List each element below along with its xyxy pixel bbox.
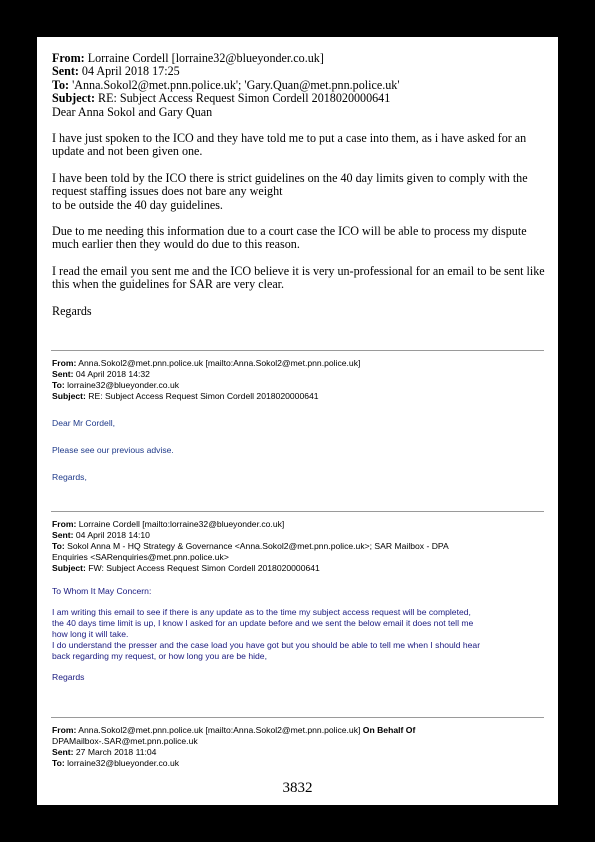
greeting: Dear Anna Sokol and Gary Quan: [52, 104, 213, 119]
sent-line: [52, 530, 547, 541]
from-line-continued: DPAMailbox-.SAR@met.pnn.police.uk: [52, 736, 198, 746]
from-label: From:: [52, 358, 77, 368]
from-line: [52, 52, 547, 65]
to-value: Sokol Anna M - HQ Strategy & Governance <Anna.Sokol2@met.pnn.police.uk>; SAR Mailbox - DPA: [67, 541, 449, 551]
sent-label: Sent:: [52, 530, 74, 540]
to-label: To:: [52, 541, 65, 551]
on-behalf-label: On Behalf Of: [362, 725, 416, 735]
signoff: Regards,: [52, 472, 87, 482]
subject-value: RE: Subject Access Request Simon Cordell 2018020000641: [98, 91, 391, 106]
paragraph-text: to be outside the 40 day guidelines.: [52, 197, 223, 212]
sent-label: Sent:: [52, 369, 74, 379]
divider: [51, 350, 544, 351]
subject-value: RE: Subject Access Request Simon Cordell 2018020000641: [88, 391, 319, 401]
from-value: Lorraine Cordell [lorraine32@blueyonder.co.uk]: [87, 51, 324, 65]
to-value: 'Anna.Sokol2@met.pnn.police.uk'; 'Gary.Quan@met.pnn.police.uk': [72, 77, 400, 92]
subject-label: Subject:: [52, 391, 86, 401]
email-2: [52, 358, 547, 483]
from-value: Lorraine Cordell [mailto:lorraine32@blueyonder.co.uk]: [78, 519, 285, 529]
to-line: [52, 380, 547, 391]
to-line: [52, 541, 547, 552]
email-1-header: [52, 52, 547, 119]
body-line: how long it will take.: [52, 629, 129, 639]
paragraph: I have just spoken to the ICO and they have told me to put a case into them, as i have asked for an update and not been given one.: [52, 131, 527, 159]
from-label: From:: [52, 725, 77, 735]
paragraph: [52, 172, 547, 212]
document-page: [37, 37, 558, 805]
signoff: Regards: [52, 672, 85, 682]
sent-line: [52, 65, 547, 78]
subject-line: [52, 92, 547, 105]
sent-value: 04 April 2018 17:25: [81, 64, 180, 79]
body-line: the 40 days time limit is up, I know I asked for an update before and we sent the below email it does not tell me: [52, 618, 474, 628]
from-line: [52, 519, 547, 530]
sent-value: 27 March 2018 11:04: [75, 747, 157, 757]
sent-line: [52, 369, 547, 380]
greeting: Dear Mr Cordell,: [52, 418, 116, 428]
from-line: [52, 358, 547, 369]
to-label: To:: [52, 758, 65, 768]
email-4: [52, 725, 547, 769]
paragraph-text: I have been told by the ICO there is strict guidelines on the 40 day limits given to comply with the request staffing issues does not bare any weight: [52, 170, 528, 199]
body-line: I do understand the presser and the case load you have got but you should be able to tell me when I should hear: [52, 640, 481, 650]
body-text: Please see our previous advise.: [52, 445, 174, 455]
to-value: lorraine32@blueyonder.co.uk: [67, 380, 180, 390]
from-label: From:: [52, 51, 85, 65]
sent-value: 04 April 2018 14:10: [75, 530, 150, 540]
to-line: [52, 79, 547, 92]
subject-label: Subject:: [52, 91, 95, 106]
body-line: back regarding my request, or how long you are be hide,: [52, 651, 267, 661]
sent-label: Sent:: [52, 747, 74, 757]
email-1: [52, 52, 547, 331]
subject-line: [52, 391, 547, 402]
paragraph: I read the email you sent me and the ICO believe it is very un-professional for an email to be sent like this when the guidelines for SAR are very clear.: [52, 263, 545, 292]
subject-line: [52, 563, 547, 574]
to-line: [52, 758, 547, 769]
subject-label: Subject:: [52, 563, 86, 573]
divider: [51, 717, 544, 718]
sent-line: [52, 747, 547, 758]
to-line-continued: Enquiries <SARenquiries@met.pnn.police.uk>: [52, 552, 229, 562]
from-line: [52, 725, 547, 736]
signoff: Regards: [52, 303, 92, 318]
to-label: To:: [52, 77, 70, 92]
greeting: To Whom It May Concern:: [52, 586, 152, 596]
to-value: lorraine32@blueyonder.co.uk: [67, 758, 180, 768]
from-label: From:: [52, 519, 77, 529]
email-3: [52, 519, 547, 683]
divider: [51, 511, 544, 512]
body-line: I am writing this email to see if there is any update as to the time my subject access request will be completed,: [52, 607, 471, 617]
from-value: Anna.Sokol2@met.pnn.police.uk [mailto:Anna.Sokol2@met.pnn.police.uk]: [78, 358, 361, 368]
sent-label: Sent:: [52, 64, 79, 79]
subject-value: FW: Subject Access Request Simon Cordell 2018020000641: [88, 563, 320, 573]
paragraph: Due to me needing this information due to a court case the ICO will be able to process my dispute much earlier then they would do due to this reason.: [52, 224, 527, 252]
to-label: To:: [52, 380, 65, 390]
sent-value: 04 April 2018 14:32: [75, 369, 150, 379]
page-number: 3832: [282, 780, 313, 796]
from-value: Anna.Sokol2@met.pnn.police.uk [mailto:Anna.Sokol2@met.pnn.police.uk]: [78, 725, 361, 735]
